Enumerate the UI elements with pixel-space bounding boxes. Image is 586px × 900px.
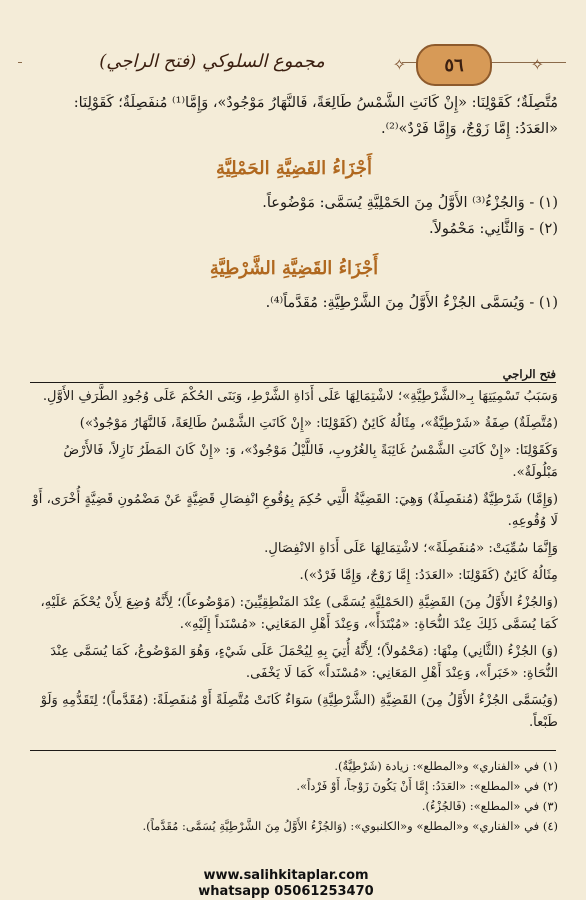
footnote: (٣) في «المطلع»: (فَالجُزْءُ).	[421, 799, 558, 813]
list-item: (١) - وَالجُزْءُ⁽³⁾ الأَوَّلُ مِنَ الحَمْلِيَّةِ يُسَمَّى: مَوْضُوعاً.	[262, 195, 558, 211]
footnote: (٢) في «المطلع»: «العَدَدُ: إِمَّا أَنْ يَكُونَ زَوْجاً، أَوْ فَرْداً».	[296, 779, 558, 793]
ornament-icon: ✧	[530, 55, 544, 74]
book-title: مجموع السلوكي (فتح الراجي)	[22, 38, 402, 84]
list-item: (٢) - وَالثَّانِي: مَحْمُولاً.	[429, 221, 558, 237]
intro-line: «العَدَدُ: إِمَّا زَوْجٌ، وَإِمَّا فَرْدٌ»⁽²⁾.	[381, 121, 558, 137]
commentary-paragraph: (وَإِمَّا) شَرْطِيَّةٌ (مُنفَصِلَةٌ) وَهِيَ: القَضِيَّةُ الَّتِي حُكِمَ بِوُقُوعِ انْفِصَالِ قَضِيَّةٍ عَنْ مَضْمُونِ قَضِيَّةٍ أُخْرَى، أَوْ لَا وُقُوعِهِ.	[32, 492, 558, 529]
page-header	[12, 32, 572, 94]
section-heading: أَجْزَاءُ القَضِيَّةِ الحَمْلِيَّةِ	[216, 158, 372, 179]
main-text	[30, 90, 558, 316]
footnote-divider	[30, 750, 556, 751]
section-heading: أَجْزَاءُ القَضِيَّةِ الشَّرْطِيَّةِ	[209, 258, 379, 279]
commentary-paragraph: وَكَقَوْلِنَا: «إِنْ كَانَتِ الشَّمْسُ غَائِبَةً بِالغُرُوبِ، فَاللَّيْلُ مَوْجُودٌ»، وَ: «إِنْ كَانَ المَطَرُ نَازِلاً، فَالأَرْضُ مَبْلُولَةٌ».	[63, 443, 558, 480]
watermark	[156, 868, 416, 900]
commentary-paragraph: (وَالجُزْءُ الأَوَّلُ مِنَ) القَضِيَّةِ (الحَمْلِيَّةِ يُسَمَّى) عِنْدَ المَنْطِقِيِّينَ: (مَوْضُوعاً)؛ لِأَنَّهُ وُضِعَ لِأَنْ يُحْكَمَ عَلَيْهِ، كَمَا يُسَمَّى ذَلِكَ عِنْدَ النُّحَاةِ: «مُبْتَدَأً»، وَعِنْدَ أَهْلِ المَعَانِي: «مُسْنَداً إِلَيْهِ».	[40, 595, 558, 632]
commentary-divider	[30, 382, 556, 383]
page-number: ٥٦	[416, 44, 492, 86]
commentary-text	[30, 386, 558, 739]
watermark-site: www.salihkitaplar.com	[203, 868, 369, 883]
footnote: (١) في «الفناري» و«المطلع»: زيادة (شَرْطِيَّةٌ).	[334, 759, 558, 773]
commentary-paragraph: (مُتَّصِلَةٌ) صِفَةُ «شَرْطِيَّةٌ»، مِثَالُهُ كَائِنٌ (كَقَوْلِنَا: «إِنْ كَانَتِ الشَّمْسُ طَالِعَةً، فَالنَّهَارُ مَوْجُودٌ»)	[79, 416, 558, 431]
intro-line: مُتَّصِلَةٌ؛ كَقَوْلِنَا: «إِنْ كَانَتِ الشَّمْسُ طَالِعَةً، فَالنَّهَارُ مَوْجُودٌ»، وَإِمَّا⁽¹⁾ مُنفَصِلَةٌ؛ كَقَوْلِنَا:	[73, 95, 558, 111]
commentary-paragraph: مِثَالُهُ كَائِنٌ (كَقَوْلِنَا: «العَدَدُ: إِمَّا زَوْجٌ، وَإِمَّا فَرْدٌ»).	[299, 568, 558, 583]
list-item: (١) - وَيُسَمَّى الجُزْءُ الأَوَّلُ مِنَ الشَّرْطِيَّةِ: مُقَدَّماً⁽⁴⁾.	[265, 295, 558, 311]
footnote: (٤) في «الفناري» و«المطلع» و«الكلنبوي»: (وَالجُزْءُ الأَوَّلُ مِنَ الشَّرْطِيَّةِ يُسَمَّى: مُقَدَّماً).	[142, 819, 558, 833]
commentary-paragraph: وَسَبَبُ تَسْمِيَتِهَا بِـ«الشَّرْطِيَّةِ»؛ لاشْتِمَالِهَا عَلَى أَدَاةِ الشَّرْطِ، وَبَنَى الحُكْمَ عَلَى وُجُودِ الطَّرَفِ الأَوَّلِ.	[42, 389, 558, 404]
commentary-paragraph: (وَيُسَمَّى الجُزْءُ الأَوَّلُ مِنَ) القَضِيَّةِ (الشَّرْطِيَّةِ) سَوَاءٌ كَانَتْ مُتَّصِلَةً أَوْ مُنفَصِلَةً: (مُقَدَّماً)؛ لِتَقَدُّمِهِ وَلَوْ طَبْعاً.	[40, 693, 558, 730]
commentary-label: فتح الراجي	[502, 367, 556, 381]
commentary-paragraph: وَإِنَّمَا سُمِّيَتْ: «مُنفَصِلَةً»؛ لاشْتِمَالِهَا عَلَى أَدَاةِ الانْفِصَالِ.	[264, 541, 558, 556]
footnotes	[30, 756, 558, 836]
ornament-icon: ✧	[392, 55, 406, 74]
watermark-whatsapp: whatsapp 05061253470	[198, 884, 374, 899]
commentary-paragraph: (وَ) الجُزْءُ (الثَّانِي) مِنْهَا: (مَحْمُولاً)؛ لِأَنَّهُ أُتِيَ بِهِ لِيُحْمَلَ عَلَى شَيْءٍ، وَهُوَ المَوْضُوعُ، كَمَا يُسَمَّى عِنْدَ النُّحَاةِ: «خَبَراً»، وَعِنْدَ أَهْلِ المَعَانِي: «مُسْنَداً» كَمَا لَا يَخْفَى.	[50, 644, 558, 681]
